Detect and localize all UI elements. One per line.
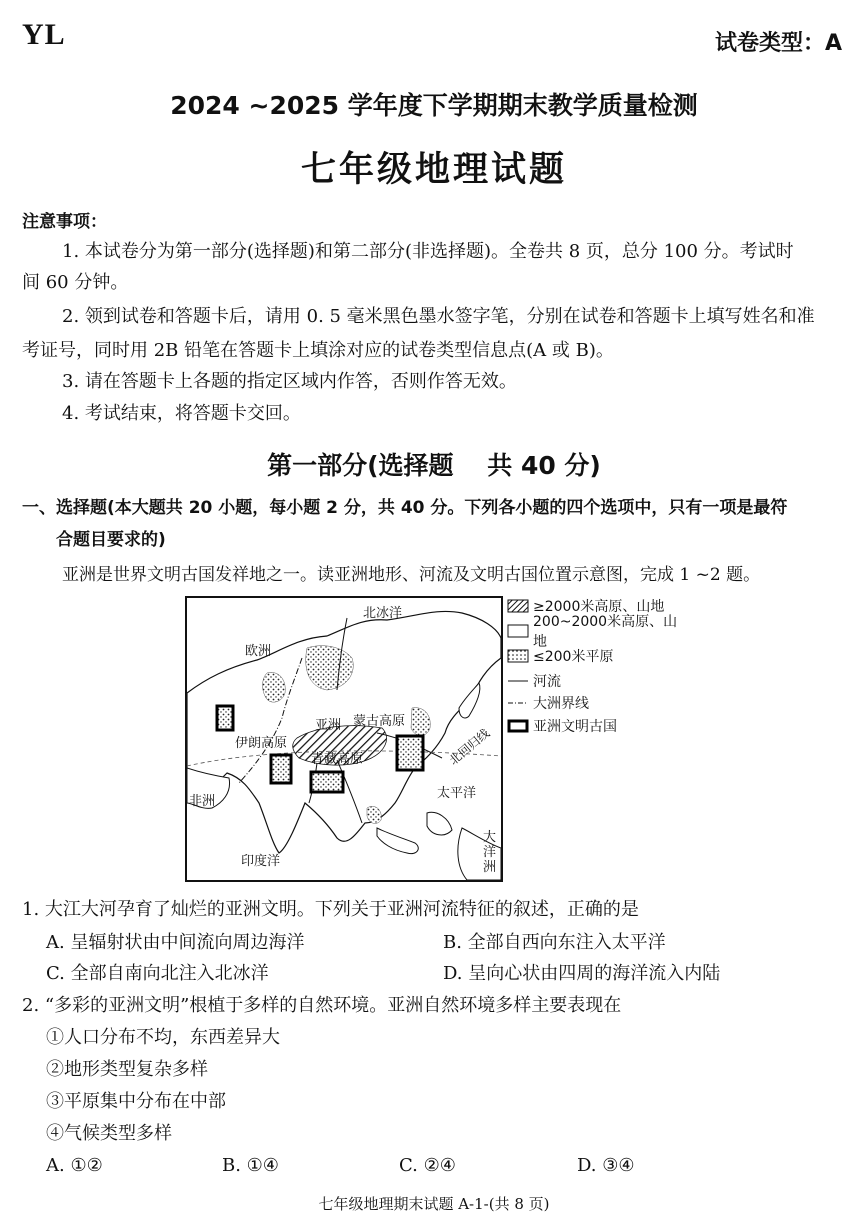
exam-title: 2024 ~2025 学年度下学期期末教学质量检测 xyxy=(170,91,698,120)
question-1-option-c: C. 全部自南向北注入北冰洋 xyxy=(46,963,269,984)
section-instructions: 一、选择题(本大题共 20 小题，每小题 2 分，共 40 分。下列各小题的四个选项中，只有一项是最符 xyxy=(22,498,788,518)
label-tibet: 青藏高原 xyxy=(311,752,364,767)
question-1-option-a: A. 呈辐射状由中间流向周边海洋 xyxy=(46,932,305,953)
label-africa: 非洲 xyxy=(189,794,216,809)
question-2-option-a: A. ①② xyxy=(46,1155,103,1176)
legend-item-civ: 亚洲文明古国 xyxy=(507,716,617,736)
question-1-option-b: B. 全部自西向东注入太平洋 xyxy=(443,932,666,953)
map-legend xyxy=(507,596,687,746)
legend-item-boundary: 大洲界线 xyxy=(507,693,589,713)
question-1-stem: 1. 大江大河孕育了灿烂的亚洲文明。下列关于亚洲河流特征的叙述，正确的是 xyxy=(22,899,639,920)
label-europe: 欧洲 xyxy=(245,644,272,659)
civ-ganges xyxy=(311,772,343,792)
question-2-item-2: ②地形类型复杂多样 xyxy=(46,1059,208,1080)
label-iran: 伊朗高原 xyxy=(235,736,288,751)
boundary-line-icon xyxy=(507,696,529,710)
dot-swatch-icon xyxy=(507,649,529,663)
question-2-stem: 2. “多彩的亚洲文明”根植于多样的自然环境。亚洲自然环境多样主要表现在 xyxy=(22,995,622,1016)
paper-type: 试卷类型：A xyxy=(714,31,842,56)
notice-item-1: 1. 本试卷分为第一部分(选择题)和第二部分(非选择题)。全卷共 8 页，总分 100 分。考试时 xyxy=(62,241,794,262)
civ-mesopotamia xyxy=(217,706,233,730)
notice-item-2: 2. 领到试卷和答题卡后，请用 0. 5 毫米黑色墨水签字笔，分别在试卷和答题卡上填写姓名和准 xyxy=(62,306,815,327)
notice-item-4: 4. 考试结束，将答题卡交回。 xyxy=(62,403,301,424)
label-indian: 印度洋 xyxy=(241,854,281,869)
civ-china xyxy=(397,736,423,770)
legend-item-high: ≥2000米高原、山地 xyxy=(507,596,664,616)
question-2-option-b: B. ①④ xyxy=(222,1155,279,1176)
label-oceania: 大洋洲 xyxy=(483,830,497,875)
legend-item-river: 河流 xyxy=(507,671,561,691)
notice-item-3: 3. 请在答题卡上各题的指定区域内作答，否则作答无效。 xyxy=(62,371,517,392)
civ-indus xyxy=(271,755,291,783)
legend-item-mid: 200~2000米高原、山地 xyxy=(507,621,687,641)
question-2-item-4: ④气候类型多样 xyxy=(46,1123,172,1144)
label-mongolia: 蒙古高原 xyxy=(353,714,406,729)
label-tropic: 北回归线 xyxy=(446,726,493,768)
question-intro: 亚洲是世界文明古国发祥地之一。读亚洲地形、河流及文明古国位置示意图，完成 1 ~2 题。 xyxy=(62,565,761,585)
question-2-option-c: C. ②④ xyxy=(399,1155,456,1176)
section-instructions-cont: 合题目要求的) xyxy=(56,530,166,550)
label-asia: 亚洲 xyxy=(315,718,342,733)
river-line-icon xyxy=(507,674,529,688)
blank-swatch-icon xyxy=(507,624,529,638)
question-2-item-3: ③平原集中分布在中部 xyxy=(46,1091,226,1112)
paper-code: YL xyxy=(22,18,66,51)
notice-heading: 注意事项： xyxy=(22,212,107,232)
label-pacific: 太平洋 xyxy=(437,786,477,801)
subject-title: 七年级地理试题 xyxy=(300,150,567,190)
label-arctic: 北冰洋 xyxy=(363,606,403,621)
page-footer: 七年级地理期末试题 A-1-(共 8 页) xyxy=(318,1195,550,1213)
question-2-option-d: D. ③④ xyxy=(577,1155,635,1176)
section-title: 第一部分(选择题 共 40 分) xyxy=(267,451,601,480)
hatch-swatch-icon xyxy=(507,599,529,613)
notice-item-1-cont: 间 60 分钟。 xyxy=(22,272,129,293)
legend-item-low: ≤200米平原 xyxy=(507,646,613,666)
question-2-item-1: ①人口分布不均，东西差异大 xyxy=(46,1027,280,1048)
question-1-option-d: D. 呈向心状由四周的海洋流入内陆 xyxy=(443,963,721,984)
civ-box-icon xyxy=(507,719,529,733)
notice-item-2-cont: 考证号，同时用 2B 铅笔在答题卡上填涂对应的试卷类型信息点(A 或 B)。 xyxy=(22,340,614,361)
asia-map xyxy=(185,596,503,882)
